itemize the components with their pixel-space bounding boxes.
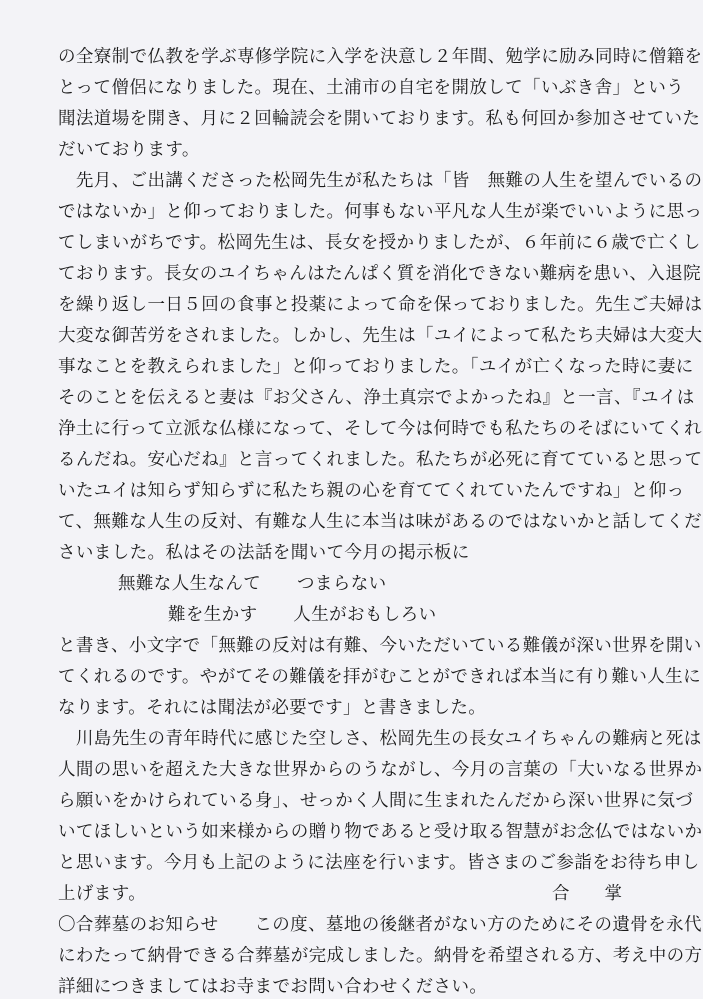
text-line: と書き、小文字で「無難の反対は有難、今いただいている難儀が深い世界を開い (58, 636, 702, 656)
text-line: なります。それには聞法が必要です」と書きました。 (58, 698, 487, 718)
text-line: て、無難な人生の反対、有難な人生に本当は味があるのではないかと話してくだ (58, 512, 703, 532)
text-line: いたユイは知らず知らずに私たち親の心を育ててくれていたんですね」と仰っ (58, 481, 685, 501)
text-line: 聞法道場を開き、月に２回輪読会を開いております。私も何回か参加させていた (58, 109, 701, 129)
text-line: ではないか」と仰っておりました。何事もない平凡な人生が楽でいいように思っ (58, 202, 703, 222)
text-line: いてほしいという如来様からの贈り物であると受け取る智慧がお念仏ではないか (58, 822, 703, 842)
text-line: てくれるのです。やがてその難儀を拝がむことができれば本当に有り難い人生に (58, 667, 701, 687)
text-line: 大変な御苦労をされました。しかし、先生は「ユイによって私たち夫婦は大変大 (58, 326, 703, 346)
text-line: 浄土に行って立派な仏様になって、そして今は何時でも私たちのそばにいてくれ (58, 419, 703, 439)
text-line: 上げます。 (58, 884, 147, 904)
text-line: さいました。私はその法話を聞いて今月の掲示板に (58, 543, 470, 563)
poem-line: 無難な人生なんて つまらない (118, 574, 387, 594)
text-line: 先月、ご出講くださった松岡先生が私たちは「皆 無難の人生を望んでいるの (58, 171, 703, 191)
text-line: 事なことを教えられました」と仰っておりました。「ユイが亡くなった時に妻に (58, 357, 694, 377)
poem-line: 難を生かす 人生がおもしろい (168, 605, 437, 625)
text-line: るんだね。安心だね』と言ってくれました。私たちが必死に育てていると思って (58, 450, 703, 470)
text-line: とって僧侶になりました。現在、土浦市の自宅を開放して「いぶき舎」という (58, 78, 685, 98)
text-line: の全寮制で仏教を学ぶ専修学院に入学を決意し２年間、勉学に励み同時に僧籍を (58, 47, 703, 67)
notice-line: 詳細につきましてはお寺までお問い合わせください。 (58, 977, 488, 997)
text-line: そのことを伝えると妻は『お父さん、浄土真宗でよかったね』と一言、『ユイは (58, 388, 695, 408)
text-line: ております。長女のユイちゃんはたんぱく質を消化できない難病を患い、入退院 (58, 264, 701, 284)
text-line: 人間の思いを超えた大きな世界からのうながし、今月の言葉の「大いなる世界か (58, 760, 703, 780)
text-line: を繰り返し一日５回の食事と投薬によって命を保っておりました。先生ご夫婦は (58, 295, 703, 315)
text-line: ら願いをかけられている身」、せっかく人間に生まれたんだから深い世界に気づ (58, 791, 694, 811)
notice-line: 〇合葬墓のお知らせ この度、墓地の後継者がない方のためにその遺骨を永代 (58, 915, 702, 935)
closing-gassho: 合 掌 (552, 884, 622, 904)
text-line: てしまいがちです。松岡先生は、長女を授かりましたが、６年前に６歳で亡くし (58, 233, 701, 253)
text-line: 川島先生の青年時代に感じた空しさ、松岡先生の長女ユイちゃんの難病と死は (58, 729, 702, 749)
text-line: と思います。今月も上記のように法座を行います。皆さまのご参詣をお待ち申し (58, 853, 700, 873)
text-line: だいております。 (58, 140, 200, 160)
notice-line: にわたって納骨できる合葬墓が完成しました。納骨を希望される方、考え中の方 (58, 946, 703, 966)
